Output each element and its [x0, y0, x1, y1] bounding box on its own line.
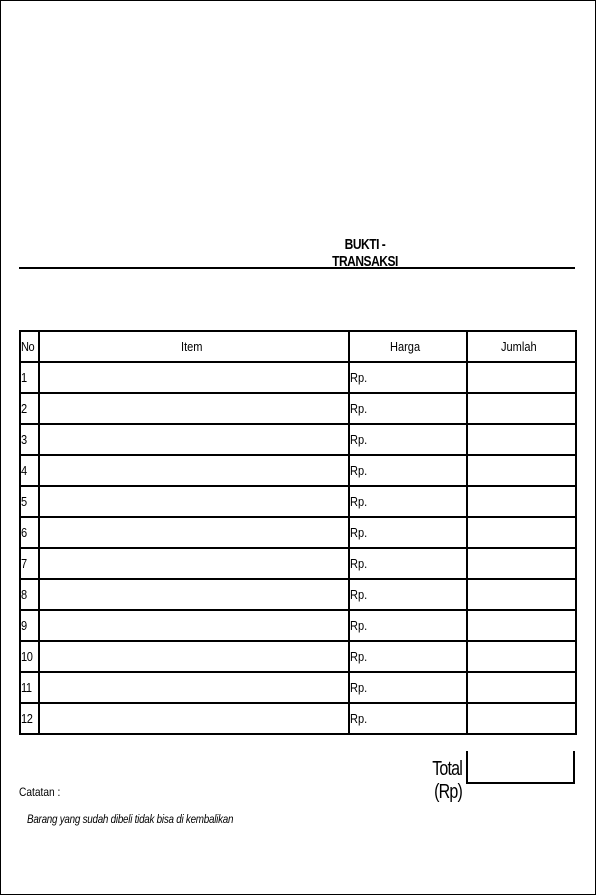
header-harga: Harga [349, 331, 467, 362]
item-cell [39, 703, 349, 734]
table-row [20, 362, 576, 393]
harga-cell: Rp. [349, 393, 467, 424]
title-divider [19, 267, 575, 269]
jumlah-cell [467, 424, 576, 455]
harga-cell: Rp. [349, 703, 467, 734]
total-value-box [466, 751, 575, 784]
item-cell [39, 393, 349, 424]
jumlah-cell [467, 548, 576, 579]
harga-cell: Rp. [349, 579, 467, 610]
jumlah-cell [467, 517, 576, 548]
row-number-cell: 8 [20, 579, 39, 610]
row-number-cell: 12 [20, 703, 39, 734]
row-number-cell: 5 [20, 486, 39, 517]
notes-label: Catatan : [19, 785, 61, 799]
row-number-cell: 3 [20, 424, 39, 455]
table-row [20, 610, 576, 641]
jumlah-cell [467, 393, 576, 424]
row-number-cell: 10 [20, 641, 39, 672]
row-number-cell: 9 [20, 610, 39, 641]
harga-cell: Rp. [349, 486, 467, 517]
jumlah-cell [467, 455, 576, 486]
item-cell [39, 610, 349, 641]
item-cell [39, 455, 349, 486]
item-cell [39, 486, 349, 517]
item-cell [39, 672, 349, 703]
header-jumlah: Jumlah [467, 331, 576, 362]
harga-cell: Rp. [349, 610, 467, 641]
harga-cell: Rp. [349, 424, 467, 455]
table-row [20, 548, 576, 579]
header-item: Item [39, 331, 349, 362]
harga-cell: Rp. [349, 455, 467, 486]
jumlah-cell [467, 672, 576, 703]
item-cell [39, 424, 349, 455]
item-cell [39, 579, 349, 610]
item-cell [39, 517, 349, 548]
item-cell [39, 548, 349, 579]
harga-cell: Rp. [349, 672, 467, 703]
table-row [20, 455, 576, 486]
row-number-cell: 6 [20, 517, 39, 548]
table-row [20, 641, 576, 672]
transaction-table [19, 330, 577, 735]
row-number-cell: 7 [20, 548, 39, 579]
table-row [20, 579, 576, 610]
jumlah-cell [467, 362, 576, 393]
table-header-row [20, 331, 576, 362]
row-number-cell: 11 [20, 672, 39, 703]
document-title: BUKTI - TRANSAKSI [332, 236, 398, 270]
jumlah-cell [467, 486, 576, 517]
notes-text: Barang yang sudah dibeli tidak bisa di kembalikan [27, 812, 234, 826]
harga-cell: Rp. [349, 517, 467, 548]
table-row [20, 703, 576, 734]
table-row [20, 486, 576, 517]
harga-cell: Rp. [349, 548, 467, 579]
harga-cell: Rp. [349, 641, 467, 672]
table-row [20, 517, 576, 548]
jumlah-cell [467, 610, 576, 641]
header-no: No [20, 331, 39, 362]
table-row [20, 424, 576, 455]
table-row [20, 393, 576, 424]
row-number-cell: 2 [20, 393, 39, 424]
item-cell [39, 641, 349, 672]
row-number-cell: 1 [20, 362, 39, 393]
item-cell [39, 362, 349, 393]
table-row [20, 672, 576, 703]
jumlah-cell [467, 703, 576, 734]
total-label: Total (Rp) [432, 758, 462, 803]
row-number-cell: 4 [20, 455, 39, 486]
jumlah-cell [467, 641, 576, 672]
harga-cell: Rp. [349, 362, 467, 393]
jumlah-cell [467, 579, 576, 610]
